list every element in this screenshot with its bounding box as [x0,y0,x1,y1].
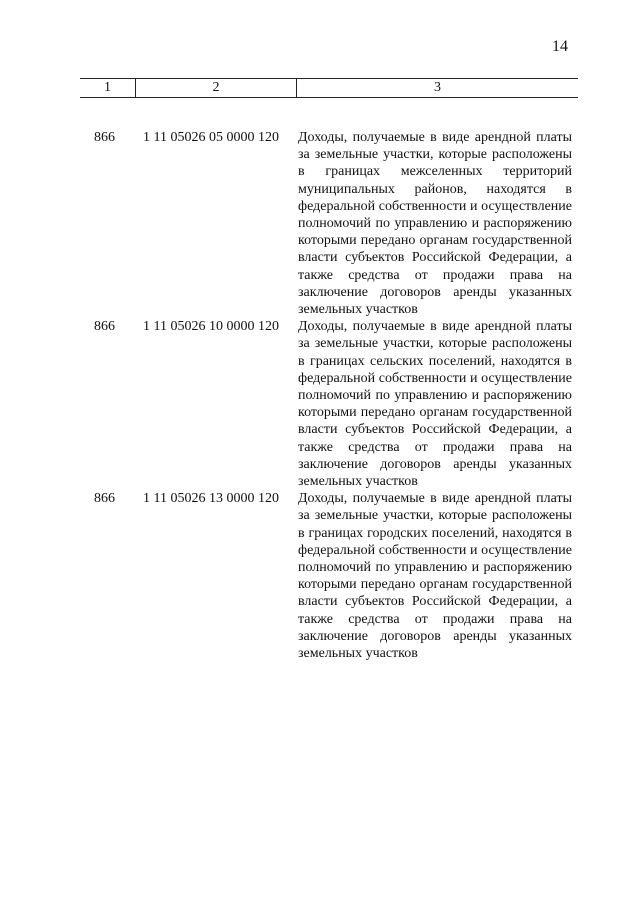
table-row [80,490,578,662]
column-header-1: 1 [80,79,136,97]
admin-code-cell: 866 [94,319,115,335]
budget-code-cell: 1 11 05026 05 0000 120 [143,130,279,145]
admin-code-cell: 866 [94,130,115,145]
budget-code-cell: 1 11 05026 10 0000 120 [143,319,279,335]
column-header-2: 2 [136,79,297,97]
table-row [80,318,578,490]
column-header-3: 3 [434,80,441,95]
page-number: 14 [552,38,568,55]
revenue-codes-table [80,78,578,662]
description-cell: Доходы, получаемые в виде арендной платы за земельные участки, которые расположены в границах городских поселений, находятся в федеральной собственности и осуществление полномочий по управлению и распоряжению которыми передано органам государственной власти субъектов Российской Федерации, а также средства от продажи права на заключение договоров аренды указанных земельных участков [298,491,572,662]
table-header-row [80,78,578,98]
description-cell: Доходы, получаемые в виде арендной платы за земельные участки, которые расположены в границах межселенных территорий муниципальных районов, находятся в федеральной собственности и осуществление полномочий по управлению и распоряжению которыми передано органам государственной власти субъектов Российской Федерации, а также средства от продажи права на заключение договоров аренды указанных земельных участков [298,130,572,318]
budget-code-cell: 1 11 05026 13 0000 120 [143,491,279,507]
table-row [80,129,578,318]
admin-code-cell: 866 [94,491,115,507]
description-cell: Доходы, получаемые в виде арендной платы за земельные участки, которые расположены в границах сельских поселений, находятся в федеральной собственности и осуществление полномочий по управлению и распоряжению которыми передано органам государственной власти субъектов Российской Федерации, а также средства от продажи права на заключение договоров аренды указанных земельных участков [298,319,572,490]
